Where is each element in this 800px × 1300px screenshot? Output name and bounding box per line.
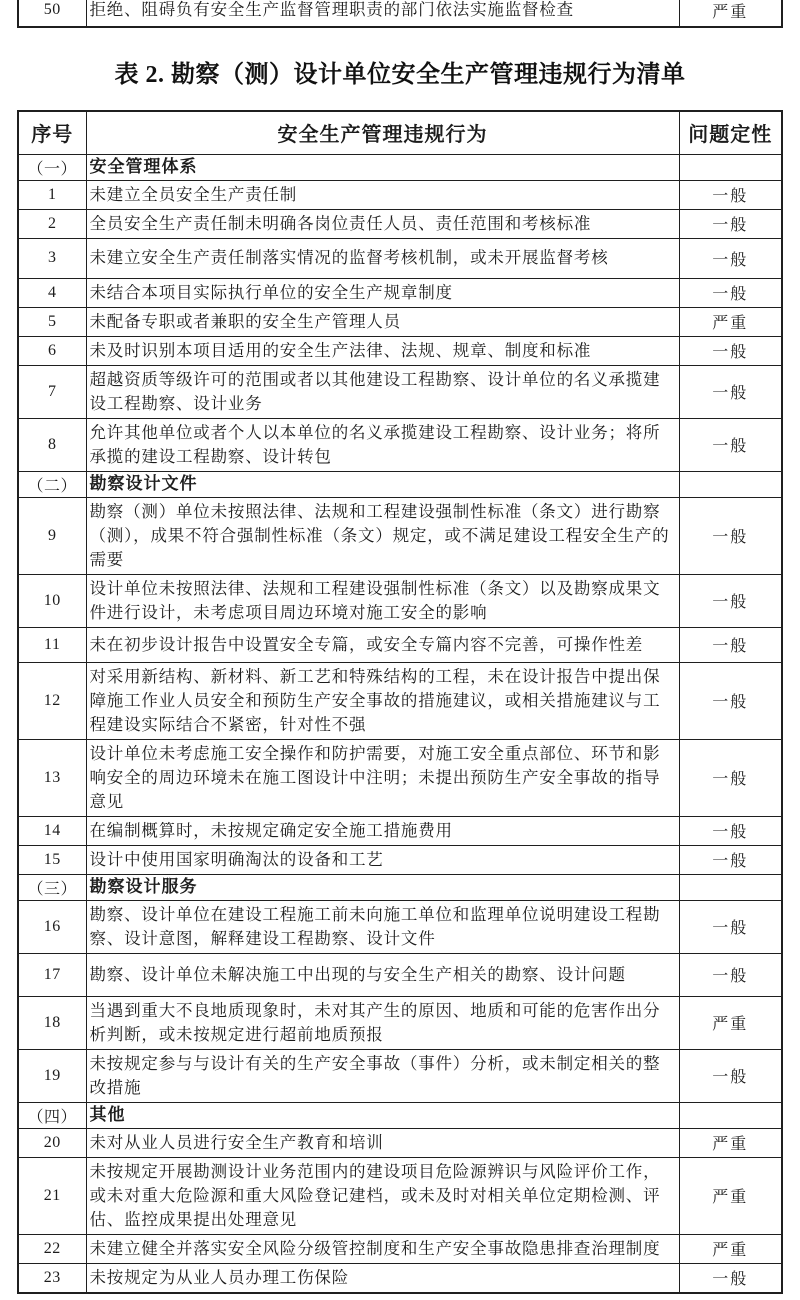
row-number-cell: 17 (18, 953, 86, 996)
behavior-cell: 未建立安全生产责任制落实情况的监督考核机制，或未开展监督考核 (86, 238, 679, 278)
violation-row (18, 900, 782, 953)
behavior-cell: 在编制概算时，未按规定确定安全施工措施费用 (86, 816, 679, 845)
behavior-cell: 勘察设计服务 (86, 874, 679, 900)
violation-row (18, 627, 782, 662)
row-number-cell: 16 (18, 900, 86, 953)
behavior-cell: 未按规定参与与设计有关的生产安全事故（事件）分析，或未制定相关的整改措施 (86, 1049, 679, 1102)
behavior-cell: 未及时识别本项目适用的安全生产法律、法规、规章、制度和标准 (86, 336, 679, 365)
severity-cell: 一般 (679, 816, 782, 845)
section-row (18, 874, 782, 900)
severity-cell: 一般 (679, 336, 782, 365)
behavior-cell: 未结合本项目实际执行单位的安全生产规章制度 (86, 278, 679, 307)
severity-cell: 一般 (679, 662, 782, 739)
behavior-cell: 未在初步设计报告中设置安全专篇，或安全专篇内容不完善，可操作性差 (86, 627, 679, 662)
violation-row (18, 336, 782, 365)
behavior-cell: 当遇到重大不良地质现象时，未对其产生的原因、地质和可能的危害作出分析判断，或未按规定进行超前地质预报 (86, 996, 679, 1049)
header-behavior: 安全生产管理违规行为 (86, 111, 679, 154)
behavior-cell: 勘察（测）单位未按照法律、法规和工程建设强制性标准（条文）进行勘察（测），成果不符合强制性标准（条文）规定，或不满足建设工程安全生产的需要 (86, 497, 679, 574)
violation-row (18, 953, 782, 996)
severity-cell: 一般 (679, 209, 782, 238)
severity-cell: 一般 (679, 418, 782, 471)
violation-row (18, 238, 782, 278)
violation-row (18, 1049, 782, 1102)
row-number-cell: 15 (18, 845, 86, 874)
violation-row (18, 365, 782, 418)
row-number-cell: 3 (18, 238, 86, 278)
violation-row (18, 1157, 782, 1234)
row-number-cell: （四） (18, 1102, 86, 1128)
row-number-cell: 7 (18, 365, 86, 418)
behavior-cell: 勘察设计文件 (86, 471, 679, 497)
behavior-cell: 勘察、设计单位在建设工程施工前未向施工单位和监理单位说明建设工程勘察、设计意图，解释建设工程勘察、设计文件 (86, 900, 679, 953)
behavior-cell: 超越资质等级许可的范围或者以其他建设工程勘察、设计单位的名义承揽建设工程勘察、设计业务 (86, 365, 679, 418)
severity-cell: 严重 (679, 1234, 782, 1263)
row-number-cell: 19 (18, 1049, 86, 1102)
severity-cell: 一般 (679, 900, 782, 953)
severity-cell: 严重 (679, 0, 782, 27)
behavior-cell: 拒绝、阻碍负有安全生产监督管理职责的部门依法实施监督检查 (86, 0, 679, 27)
violation-row (18, 180, 782, 209)
behavior-cell: 设计中使用国家明确淘汰的设备和工艺 (86, 845, 679, 874)
behavior-cell: 设计单位未按照法律、法规和工程建设强制性标准（条文）以及勘察成果文件进行设计，未考虑项目周边环境对施工安全的影响 (86, 574, 679, 627)
severity-cell: 一般 (679, 845, 782, 874)
violation-row (18, 816, 782, 845)
severity-cell (679, 154, 782, 180)
row-number-cell: 6 (18, 336, 86, 365)
row-number-cell: 8 (18, 418, 86, 471)
violation-table-body (18, 154, 782, 1293)
row-number-cell: 5 (18, 307, 86, 336)
row-number-cell: 10 (18, 574, 86, 627)
previous-table (17, 0, 783, 28)
behavior-cell: 未建立全员安全生产责任制 (86, 180, 679, 209)
behavior-cell: 其他 (86, 1102, 679, 1128)
row-number-cell: （一） (18, 154, 86, 180)
row-number-cell: （二） (18, 471, 86, 497)
behavior-cell: 未建立健全并落实安全风险分级管控制度和生产安全事故隐患排查治理制度 (86, 1234, 679, 1263)
severity-cell: 严重 (679, 1128, 782, 1157)
severity-cell: 严重 (679, 996, 782, 1049)
row-number-cell: 23 (18, 1263, 86, 1293)
table-row (18, 0, 782, 27)
behavior-cell: 允许其他单位或者个人以本单位的名义承揽建设工程勘察、设计业务；将所承揽的建设工程勘察、设计转包 (86, 418, 679, 471)
severity-cell: 一般 (679, 365, 782, 418)
violation-row (18, 574, 782, 627)
violation-row (18, 1128, 782, 1157)
behavior-cell: 未按规定开展勘测设计业务范围内的建设项目危险源辨识与风险评价工作，或未对重大危险源和重大风险登记建档，或未及时对相关单位定期检测、评估、监控成果提出处理意见 (86, 1157, 679, 1234)
severity-cell: 一般 (679, 574, 782, 627)
violation-row (18, 662, 782, 739)
behavior-cell: 未对从业人员进行安全生产教育和培训 (86, 1128, 679, 1157)
row-number-cell: 50 (18, 0, 86, 27)
violation-row (18, 307, 782, 336)
violation-row (18, 1263, 782, 1293)
severity-cell: 一般 (679, 497, 782, 574)
severity-cell: 一般 (679, 953, 782, 996)
previous-table-fragment (0, 0, 800, 21)
violation-table (17, 110, 783, 1294)
violation-row (18, 1234, 782, 1263)
severity-cell: 一般 (679, 278, 782, 307)
row-number-cell: 13 (18, 739, 86, 816)
row-number-cell: 9 (18, 497, 86, 574)
severity-cell (679, 874, 782, 900)
row-number-cell: 11 (18, 627, 86, 662)
behavior-cell: 对采用新结构、新材料、新工艺和特殊结构的工程，未在设计报告中提出保障施工作业人员安全和预防生产安全事故的措施建议，或相关措施建议与工程建设实际结合不紧密，针对性不强 (86, 662, 679, 739)
severity-cell: 一般 (679, 739, 782, 816)
row-number-cell: 1 (18, 180, 86, 209)
behavior-cell: 安全管理体系 (86, 154, 679, 180)
violation-row (18, 209, 782, 238)
behavior-cell: 全员安全生产责任制未明确各岗位责任人员、责任范围和考核标准 (86, 209, 679, 238)
table-title: 表 2. 勘察（测）设计单位安全生产管理违规行为清单 (114, 62, 686, 88)
severity-cell (679, 1102, 782, 1128)
violation-row (18, 278, 782, 307)
severity-cell: 一般 (679, 1263, 782, 1293)
row-number-cell: 22 (18, 1234, 86, 1263)
severity-cell: 一般 (679, 1049, 782, 1102)
violation-row (18, 996, 782, 1049)
violation-row (18, 739, 782, 816)
behavior-cell: 未配备专职或者兼职的安全生产管理人员 (86, 307, 679, 336)
behavior-cell: 设计单位未考虑施工安全操作和防护需要，对施工安全重点部位、环节和影响安全的周边环境未在施工图设计中注明；未提出预防生产安全事故的指导意见 (86, 739, 679, 816)
header-severity: 问题定性 (679, 111, 782, 154)
severity-cell (679, 471, 782, 497)
row-number-cell: 21 (18, 1157, 86, 1234)
header-no: 序号 (18, 111, 86, 154)
row-number-cell: 20 (18, 1128, 86, 1157)
violation-row (18, 845, 782, 874)
behavior-cell: 未按规定为从业人员办理工伤保险 (86, 1263, 679, 1293)
row-number-cell: 2 (18, 209, 86, 238)
table-header-row (18, 111, 782, 154)
section-row (18, 1102, 782, 1128)
section-row (18, 471, 782, 497)
section-row (18, 154, 782, 180)
row-number-cell: 12 (18, 662, 86, 739)
row-number-cell: （三） (18, 874, 86, 900)
row-number-cell: 18 (18, 996, 86, 1049)
severity-cell: 严重 (679, 307, 782, 336)
severity-cell: 严重 (679, 1157, 782, 1234)
row-number-cell: 14 (18, 816, 86, 845)
row-number-cell: 4 (18, 278, 86, 307)
severity-cell: 一般 (679, 180, 782, 209)
violation-row (18, 418, 782, 471)
severity-cell: 一般 (679, 627, 782, 662)
severity-cell: 一般 (679, 238, 782, 278)
violation-row (18, 497, 782, 574)
behavior-cell: 勘察、设计单位未解决施工中出现的与安全生产相关的勘察、设计问题 (86, 953, 679, 996)
